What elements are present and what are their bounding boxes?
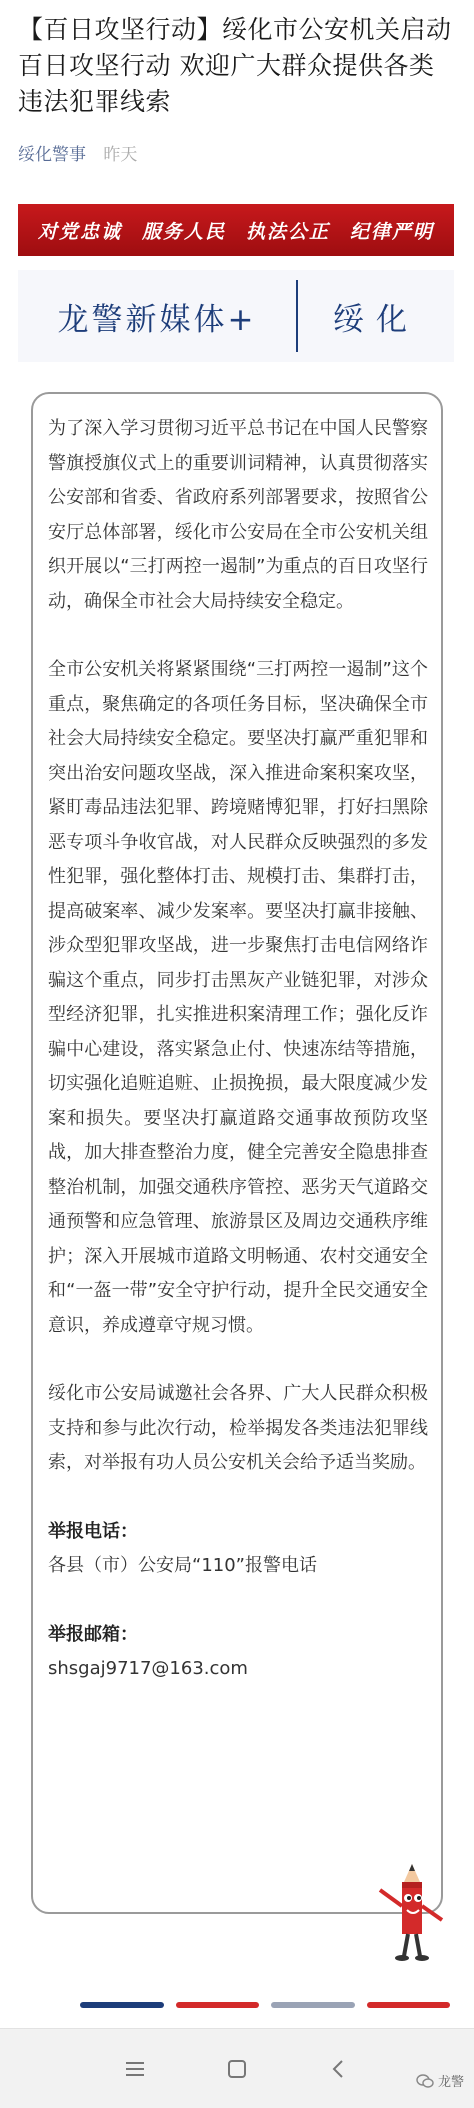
pencil-mascot-icon xyxy=(372,1860,452,1970)
brand-header xyxy=(18,270,454,362)
square-home-icon[interactable] xyxy=(217,2049,257,2089)
article-meta xyxy=(18,140,137,165)
email-value[interactable]: shsgaj9717@163.com xyxy=(48,1658,248,1679)
phone-label: 举报电话： xyxy=(48,1520,138,1542)
phone-value: 各县（市）公安局“110”报警电话 xyxy=(48,1555,318,1576)
wechat-icon xyxy=(416,2073,434,2089)
banner-slogan: 执法公正 xyxy=(245,220,330,243)
slogan-banner xyxy=(18,204,454,256)
email-label: 举报邮箱： xyxy=(48,1623,138,1645)
paragraph-intro: 为了深入学习贯彻习近平总书记在中国人民警察警旗授旗仪式上的重要训词精神，认真贯彻落实公安部和省委、省政府系列部署要求，按照省公安厅总体部署，绥化市公安局在全市公安机关组织开展以“三打两控一遏制”为重点的百日攻坚行动，确保全市社会大局持续安全稳定。 xyxy=(48,418,428,612)
account-name-link[interactable]: 绥化警事 xyxy=(18,145,86,165)
brand-city: 绥化 xyxy=(333,301,419,338)
banner-slogan: 对党忠诚 xyxy=(37,220,122,243)
menu-icon[interactable] xyxy=(115,2049,155,2089)
system-navigation-bar xyxy=(0,2028,474,2108)
banner-slogan: 服务人民 xyxy=(141,220,226,243)
paragraph-measures: 全市公安机关将紧紧围绕“三打两控一遏制”这个重点，聚焦确定的各项任务目标，坚决确保全市社会大局持续安全稳定。要坚决打赢严重犯罪和突出治安问题攻坚战，深入推进命案积案攻坚，紧盯毒品违法犯罪、跨境赌博犯罪，打好扫黑除恶专项斗争收官战，对人民群众反映强烈的多发性犯罪，强化整体打击、规模打击、集群打击，提高破案率、减少发案率。要坚决打赢非接触、涉众型犯罪攻坚战，进一步聚焦打击电信网络诈骗这个重点，同步打击黑灰产业链犯罪，对涉众型经济犯罪，扎实推进积案清理工作；强化反诈骗中心建设，落实紧急止付、快速冻结等措施，切实强化追赃追赃、止损挽损，最大限度减少发案和损失。要坚决打赢道路交通事故预防攻坚战，加大排查整治力度，健全完善安全隐患排查整治机制，加强交通秩序管控、恶劣天气道路交通预警和应急管理、旅游景区及周边交通秩序维护；深入开展城市道路文明畅通、农村交通安全和“一盔一带”安全守护行动，提升全民交通安全意识，养成遵章守规习惯。 xyxy=(48,659,428,1336)
decorative-stripes xyxy=(80,2002,450,2012)
article-title: 【百日攻坚行动】绥化市公安机关启动百日攻坚行动 欢迎广大群众提供各类违法犯罪线索 xyxy=(18,15,452,116)
article-body xyxy=(48,412,428,1721)
paragraph-invitation: 绥化市公安局诚邀社会各界、广大人民群众积极支持和参与此次行动，检举揭发各类违法犯罪线索，对举报有功人员公安机关会给予适当奖励。 xyxy=(48,1383,428,1473)
brand-name: 龙警新媒体+ xyxy=(57,301,257,338)
back-chevron-icon[interactable] xyxy=(318,2049,358,2089)
banner-slogan: 纪律严明 xyxy=(349,220,434,243)
watermark-text: 龙警 xyxy=(437,2075,464,2090)
watermark xyxy=(416,2071,464,2090)
publish-time: 昨天 xyxy=(103,145,138,165)
